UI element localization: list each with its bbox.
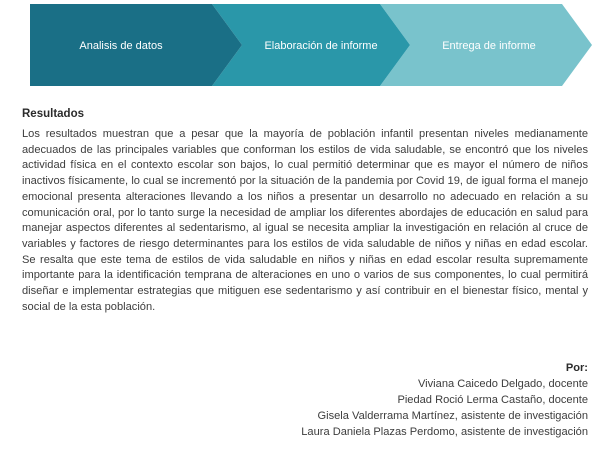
author-line: Piedad Roció Lerma Castaño, docente [397,394,588,406]
process-chevron-banner [0,0,612,90]
author-line: Laura Daniela Plazas Perdomo, asistente de investigación [301,426,588,438]
author-line: Viviana Caicedo Delgado, docente [417,378,588,390]
section-title: Resultados [22,108,84,120]
authors-by-label: Por: [565,362,588,374]
step-label-entrega: Entrega de informe [442,40,536,52]
results-paragraph: Los resultados muestran que a pesar que la mayoría de población infantil presentan niveles medianamente adecuados de las principales variables que conforman los estilos de vida saludable, se encontró que los niveles actividad física en el contexto escolar son bajos, lo cual permitió determinar que es mayor el número de niños inactivos físicamente, lo cual se incrementó por la situación de la pandemia por Covid 19, de igual forma el manejo emocional presenta alteraciones llevando a los niños a presentar un desarrollo no adecuado en relación a su comunicación oral, por lo tanto surge la necesidad de ampliar los diferentes abordajes de educación en salud para manejar aspectos diferentes al sedentarismo, al igual se necesita ampliar la investigación en relación al cruce de variables y factores de riesgo determinantes para los estilos de vida saludable de niños y niñas en edad escolar. Se resalta que este tema de estilos de vida saludable en niños y niñas en edad escolar resulta supremamente importante para la identificación temprana de alteraciones en uno o varios de sus componentes, lo cual permitirá diseñar e implementar estrategias que mitiguen ese sedentarismo y así contribuir en el bienestar físico, mental y social de la esta población. [22,128,588,313]
step-label-analisis: Analisis de datos [79,40,163,52]
step-label-elaboracion: Elaboración de informe [264,40,378,52]
author-line: Gisela Valderrama Martínez, asistente de investigación [317,410,588,422]
authors-block [208,360,588,440]
